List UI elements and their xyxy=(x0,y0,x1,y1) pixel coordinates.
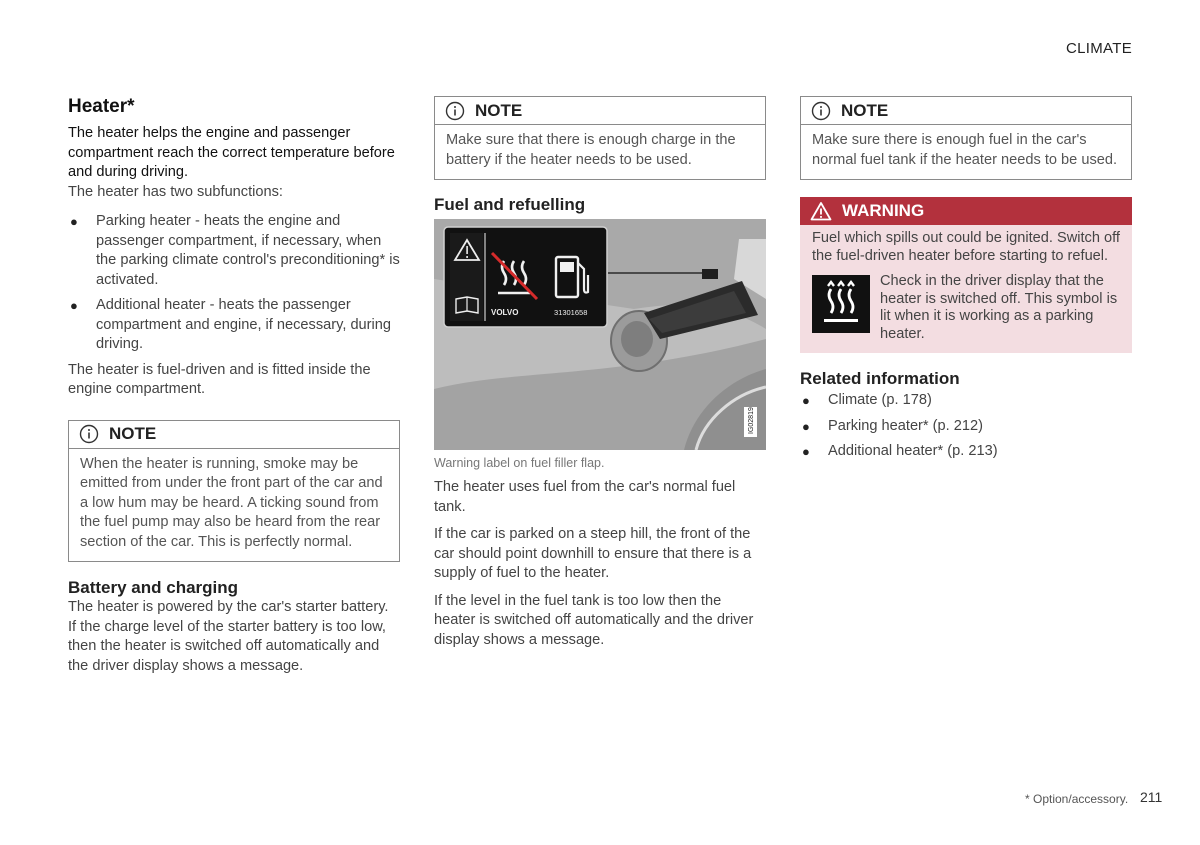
related-list xyxy=(800,391,1132,462)
related-link[interactable] xyxy=(800,391,1132,411)
column-middle xyxy=(434,96,766,650)
related-link-text: Parking heater* (p. 212) xyxy=(828,417,983,434)
bullet-icon: ● xyxy=(802,444,810,459)
fuel-heading: Fuel and refuelling xyxy=(434,195,586,214)
bullet-icon: ● xyxy=(70,214,78,229)
image-id: IG02819 xyxy=(748,407,755,434)
related-link[interactable] xyxy=(800,442,1132,462)
column-right xyxy=(800,96,1132,468)
note-header xyxy=(801,97,1131,125)
note-box-battery xyxy=(434,96,766,180)
related-link[interactable] xyxy=(800,417,1132,437)
note-header xyxy=(69,421,399,449)
figure-caption: Warning label on fuel filler flap. xyxy=(434,456,605,470)
note-title: NOTE xyxy=(841,100,889,120)
list-item-text: Additional heater - heats the passenger compartment and engine, if necessary, during driving. xyxy=(96,297,392,352)
warning-title: WARNING xyxy=(842,201,925,220)
fuel-flap-illustration xyxy=(434,219,766,450)
info-icon xyxy=(811,101,831,121)
column-left xyxy=(68,96,400,676)
label-code: 31301658 xyxy=(554,308,588,317)
intro-lead: The heater helps the engine and passenger compartment reach the correct temperature before and during driving. xyxy=(68,125,395,180)
note-title: NOTE xyxy=(475,100,523,120)
list-item-text: Parking heater - heats the engine and passenger compartment, if necessary, when the parking climate control's preconditioning* is activated. xyxy=(96,213,400,288)
related-link-text: Climate (p. 178) xyxy=(828,392,932,408)
list-item xyxy=(68,296,400,355)
fuel-para-3: If the level in the fuel tank is too low then the heater is switched off automatically and the driver display shows a message. xyxy=(434,592,754,648)
info-icon xyxy=(79,424,99,444)
list-item xyxy=(68,212,400,290)
battery-heading: Battery and charging xyxy=(68,578,239,597)
footer-note: * Option/accessory. xyxy=(1025,792,1129,806)
warning-text: Fuel which spills out could be ignited. Switch off the fuel-driven heater before starting to refuel. xyxy=(812,230,1120,264)
label-brand: VOLVO xyxy=(491,308,519,317)
warning-body xyxy=(800,225,1132,353)
warning-triangle-icon xyxy=(810,201,832,221)
note-box-fuel xyxy=(800,96,1132,180)
heater-symbol-icon xyxy=(812,275,870,333)
related-link-text: Additional heater* (p. 213) xyxy=(828,443,998,459)
bullet-icon: ● xyxy=(802,418,810,434)
warning-header xyxy=(800,197,1132,225)
related-heading: Related information xyxy=(800,369,960,388)
note-text: When the heater is running, smoke may be emitted from under the front part of the car and a low hum may be heard. A ticking sound from the fuel pump may also be heard from the rear section of the car. This is perfectly normal. xyxy=(80,455,383,550)
fuel-para-1: The heater uses fuel from the car's normal fuel tank. xyxy=(434,479,736,515)
subfunctions-intro: The heater has two subfunctions: xyxy=(68,183,283,200)
warning-icon-text: Check in the driver display that the heater is switched off. This symbol is lit when it is working as a parking heater. xyxy=(880,273,1118,342)
battery-text: The heater is powered by the car's starter battery. If the charge level of the starter battery is too low, then the heater is switched off automatically and the driver display shows a message. xyxy=(68,599,389,674)
note-text: Make sure that there is enough charge in the battery if the heater needs to be used. xyxy=(446,132,736,168)
fitted-text: The heater is fuel-driven and is fitted inside the engine compartment. xyxy=(68,361,371,397)
note-text: Make sure there is enough fuel in the car's normal fuel tank if the heater needs to be used. xyxy=(812,132,1118,168)
page-number: 211 xyxy=(1140,789,1163,805)
page-title: Heater* xyxy=(68,96,135,117)
note-box-running xyxy=(68,420,400,563)
note-title: NOTE xyxy=(109,424,157,443)
section-header: CLIMATE xyxy=(1066,40,1132,57)
info-icon xyxy=(445,101,465,121)
note-header xyxy=(435,97,765,125)
fuel-para-2: If the car is parked on a steep hill, the front of the car should point downhill to ensure that there is a supply of fuel to the heater. xyxy=(434,526,752,581)
warning-icon-row xyxy=(812,273,1120,343)
subfunctions-list xyxy=(68,212,400,355)
bullet-icon: ● xyxy=(70,298,78,313)
bullet-icon: ● xyxy=(802,393,810,408)
warning-box xyxy=(800,197,1132,353)
